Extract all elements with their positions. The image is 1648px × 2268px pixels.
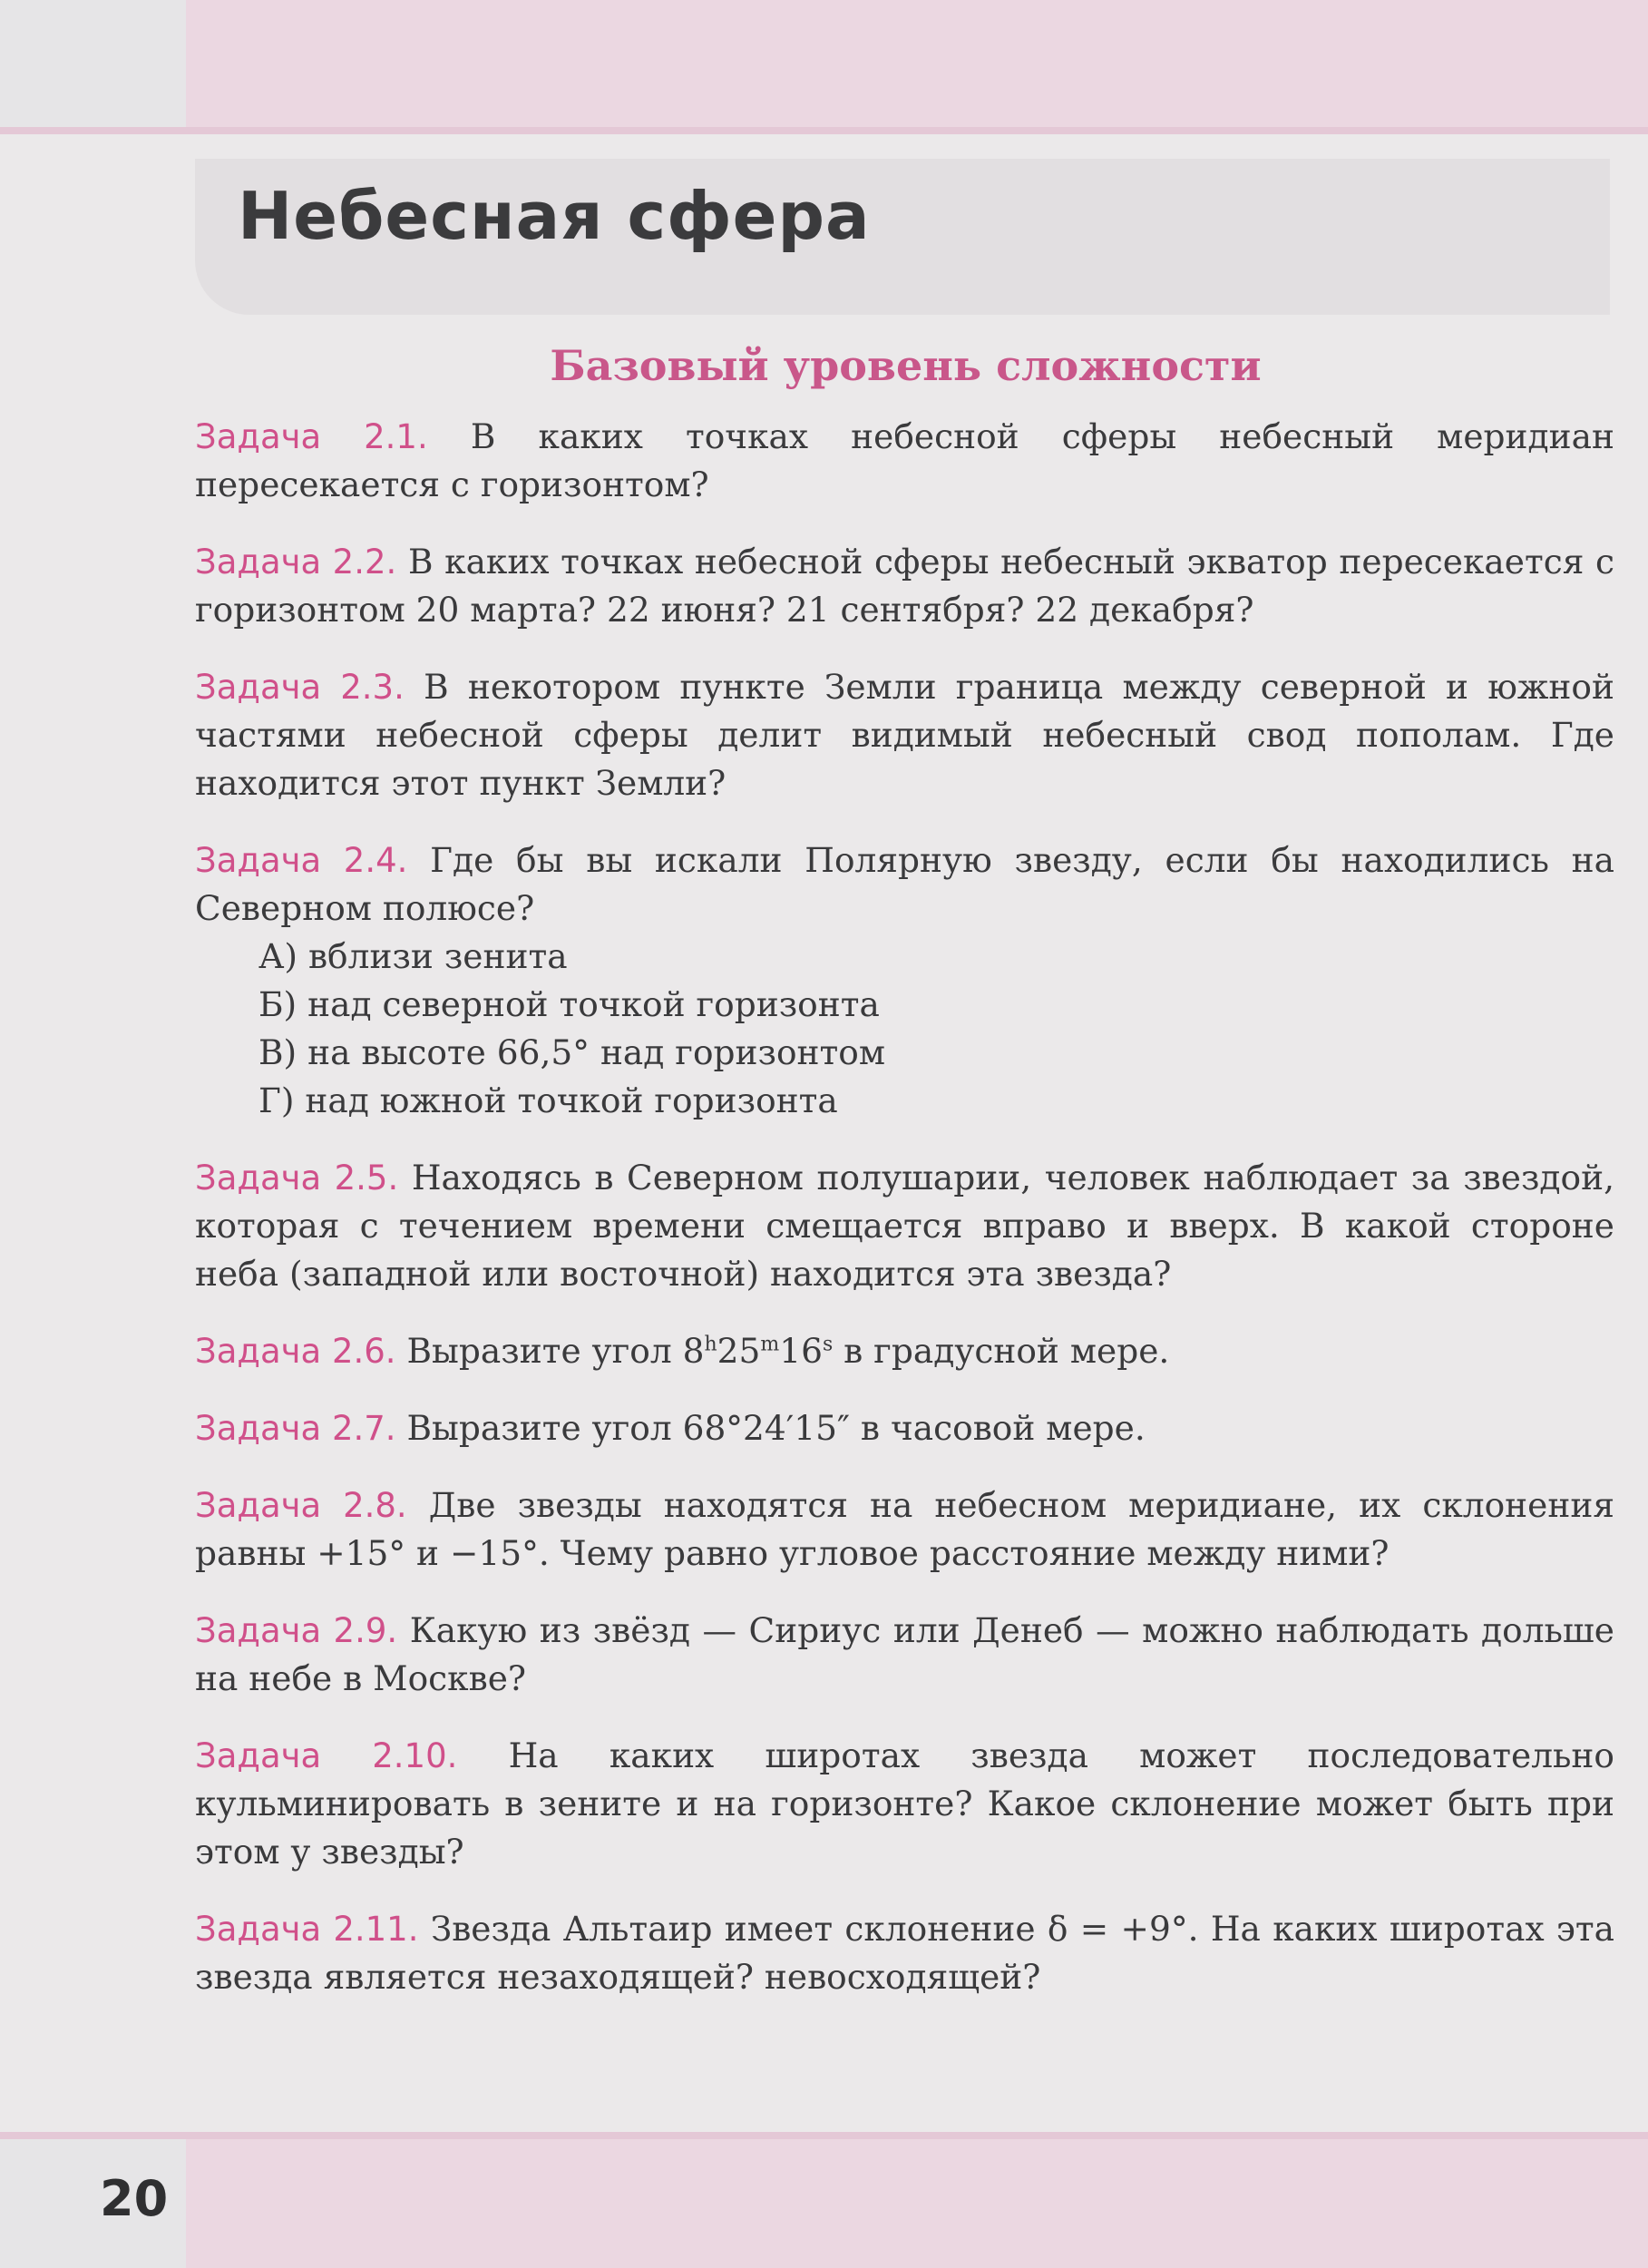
task-label: Задача 2.3.: [195, 668, 405, 707]
task-text-after: в градусной мере.: [833, 1331, 1170, 1371]
task-label: Задача 2.2.: [195, 543, 397, 582]
page-number: 20: [100, 2170, 169, 2227]
seconds-superscript: s: [822, 1333, 834, 1356]
task-label: Задача 2.7.: [195, 1409, 396, 1448]
minutes-superscript: m: [760, 1333, 780, 1356]
top-band-margin: [0, 0, 186, 127]
task-text: Какую из звёзд — Сириус или Денеб — можно наблюдать дольше на небе в Москве?: [195, 1610, 1614, 1698]
answer-option-v: В) на высоте 66,5° над горизонтом: [258, 1032, 886, 1072]
task-label: Задача 2.8.: [195, 1486, 407, 1525]
task-2-5: [195, 1154, 1614, 1298]
task-2-9: [195, 1607, 1614, 1703]
task-label: Задача 2.9.: [195, 1611, 398, 1650]
task-2-7: [195, 1404, 1614, 1452]
task-text: На каких широтах звезда может последовательно кульминировать в зените и на горизонте? Какое склонение может быть при этом у звезды?: [195, 1735, 1614, 1872]
top-band: [0, 0, 1648, 127]
task-text: Две звезды находятся на небесном меридиане, их склонения равны +15° и −15°. Чему равно угловое расстояние между ними?: [195, 1485, 1614, 1573]
task-2-8: [195, 1481, 1614, 1578]
answer-option-g: Г) над южной точкой горизонта: [258, 1080, 838, 1120]
task-2-10: [195, 1732, 1614, 1876]
task-text: В некотором пункте Земли граница между северной и южной частями небесной сферы делит видимый небесный свод пополам. Где находится этот пункт Земли?: [195, 667, 1614, 803]
task-text-seconds: 16: [779, 1331, 823, 1371]
task-text: Выразите угол 68°24′15″ в часовой мере.: [406, 1408, 1146, 1448]
answer-options: [195, 933, 1614, 1125]
task-label: Задача 2.6.: [195, 1332, 396, 1371]
hours-superscript: h: [704, 1333, 717, 1356]
task-2-2: [195, 538, 1614, 634]
answer-option-b: Б) над северной точкой горизонта: [258, 984, 880, 1024]
task-text: Находясь в Северном полушарии, человек наблюдает за звездой, которая с течением времени смещается вправо и вверх. В какой стороне неба (западной или восточной) находится эта звезда?: [195, 1158, 1614, 1294]
task-2-1: [195, 413, 1614, 509]
task-2-6: [195, 1327, 1614, 1375]
bottom-band: [0, 2132, 1648, 2268]
task-2-3: [195, 663, 1614, 807]
top-band-edge: [0, 127, 1648, 134]
task-text: В каких точках небесной сферы небесный экватор пересекается с горизонтом 20 марта? 22 июня? 21 сентября? 22 декабря?: [195, 542, 1614, 630]
task-text: В каких точках небесной сферы небесный меридиан пересекается с горизонтом?: [195, 416, 1614, 504]
answer-option-a: А) вблизи зенита: [258, 936, 568, 976]
task-label: Задача 2.10.: [195, 1736, 458, 1775]
task-label: Задача 2.1.: [195, 417, 428, 456]
task-list: [195, 413, 1614, 2001]
task-label: Задача 2.4.: [195, 841, 408, 880]
task-text-minutes: 25: [717, 1331, 761, 1371]
section-subtitle: Базовый уровень сложности: [550, 341, 1262, 390]
task-text: Где бы вы искали Полярную звезду, если бы находились на Северном полюсе?: [195, 840, 1614, 928]
task-label: Задача 2.5.: [195, 1158, 399, 1198]
task-text: Звезда Альтаир имеет склонение δ = +9°. На каких широтах эта звезда является незаходящей? невосходящей?: [195, 1909, 1615, 1997]
task-label: Задача 2.11.: [195, 1910, 419, 1949]
bottom-band-edge: [0, 2132, 1648, 2139]
task-2-11: [195, 1905, 1614, 2001]
task-text-before: Выразите угол 8: [406, 1331, 705, 1371]
task-2-4: [195, 836, 1614, 933]
page-title: Небесная сфера: [238, 178, 871, 254]
